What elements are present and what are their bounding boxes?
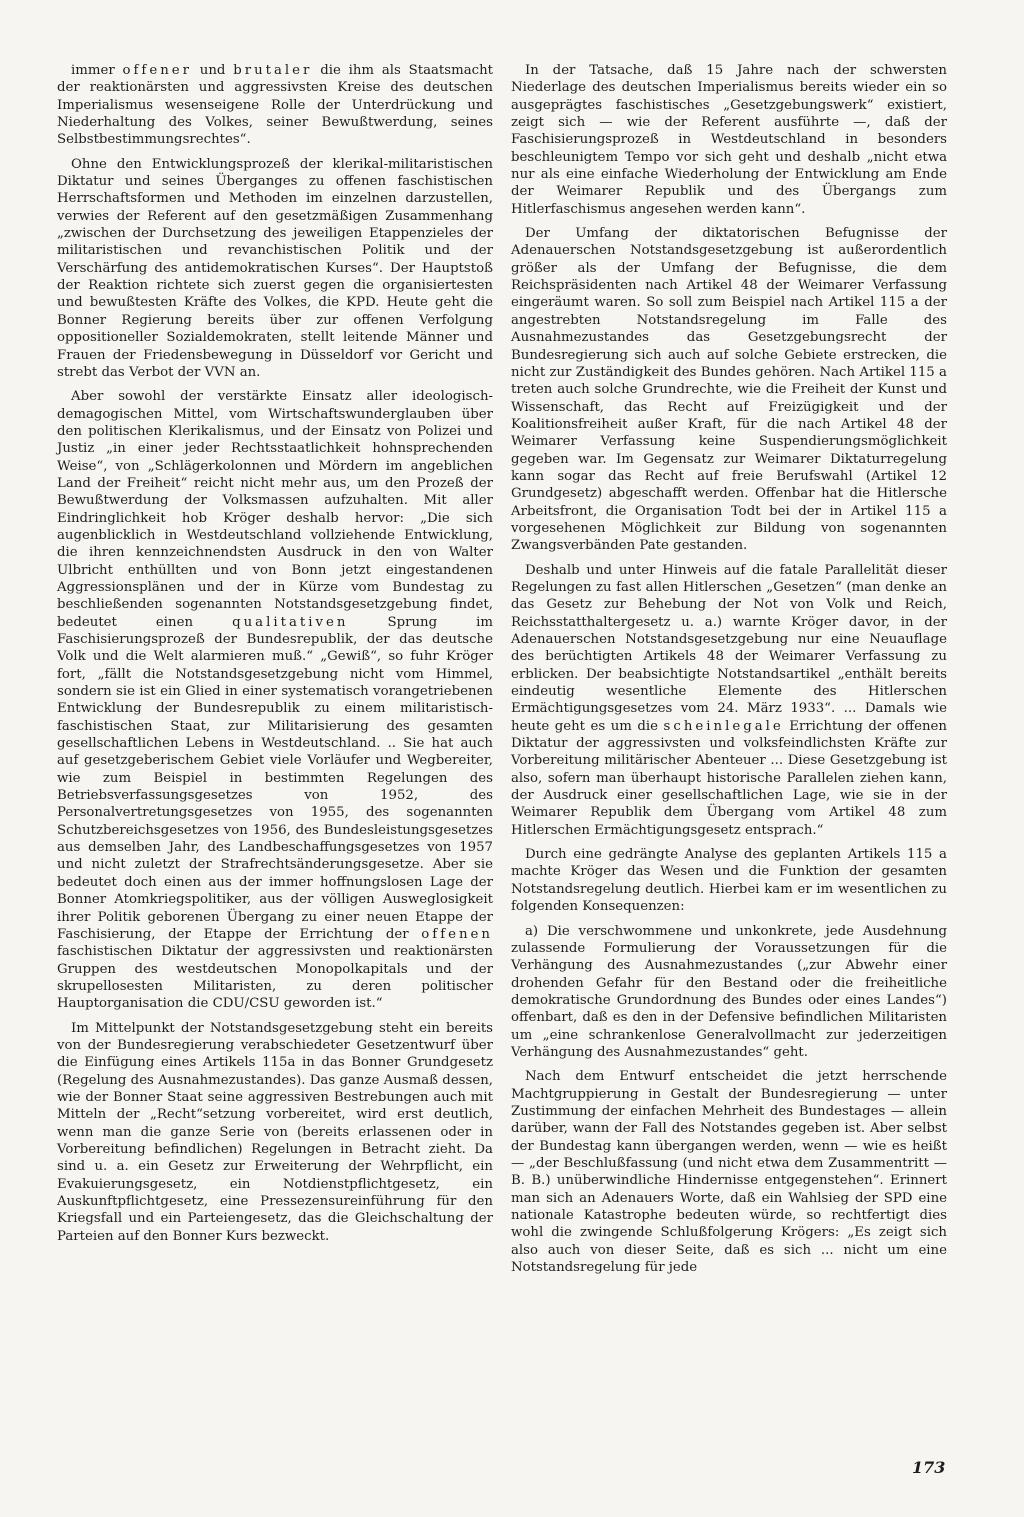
left-text-column [57,62,493,1252]
emphasized-text: brutaler [233,63,313,78]
left-paragraph [57,388,493,1012]
text-segment: Aber sowohl der verstärkte Einsatz aller ideologisch-demagogischen Mittel, vom Wirtschaftswunderglauben über den politischen Klerikalismus, und der Einsatz von Polizei und Justiz „in einer jeder Rechtsstaatlichkeit hohnsprechenden Weise“, von „Schlägerkolonnen und Mördern im angeblichen Land der Freiheit“ reicht nicht mehr aus, um den Prozeß der Bewußtwerdung der Volksmassen aufzuhalten. Mit aller Eindringlichkeit hob Kröger deshalb hervor: „Die sich augenblicklich in Westdeutschland vollziehende Entwicklung, die ihren kennzeichnendsten Ausdruck in den von Walter Ulbricht enthüllten und von Bonn jetzt eingestandenen Aggressionsplänen und der in Kürze vom Bundestag zu beschließenden sogenannten Notstandsgesetzgebung findet, bedeutet einen [57,389,493,630]
right-paragraph [511,562,947,840]
text-segment: Deshalb und unter Hinweis auf die fatale Parallelität dieser Regelungen zu fast allen Hitlerschen „Gesetzen“ (man denke an das Gesetz zur Behebung der Not von Volk und Reich, Reichsstatthaltergesetz u. a.) warnte Kröger davor, in der Adenauerschen Notstandsgesetzgebung nur eine Neuauflage des berüchtigten Artikels 48 der Weimarer Verfassung zu erblicken. Der beabsichtigte Notstandsartikel „enthält bereits eindeutig wesentliche Elemente des Hitlerschen Ermächtigungsgesetzes vom 24. März 1933“. ... Damals wie heute geht es um die [511,562,947,734]
text-segment: In der Tatsache, daß 15 Jahre nach der schwersten Niederlage des deutschen Imperialismus bereits wieder ein so ausgeprägtes faschistisches „Gesetzgebungswerk“ existiert, zeigt sich — wie der Referent ausführte —, daß der Faschisierungsprozeß in Westdeutschland in besonders beschleunigtem Tempo vor sich geht und deshalb „nicht etwa nur als eine einfache Wiederholung der Entwicklung am Ende der Weimarer Republik und des Übergangs zum Hitlerfaschismus angesehen werden kann“. [511,63,947,217]
text-segment: Im Mittelpunkt der Notstandsgesetzgebung steht ein bereits von der Bundesregierung verabschiedeter Gesetzentwurf über die Einfügung eines Artikels 115a in das Bonner Grundgesetz (Regelung des Ausnahmezustandes). Das ganze Ausmaß dessen, wie der Bonner Staat seine aggressiven Bestrebungen auch mit Mitteln der „Recht“setzung vorbereitet, wird erst deutlich, wenn man die ganze Serie von (bereits erlassenen oder in Vorbereitung befindlichen) Regelungen in Betracht zieht. Da sind u. a. ein Gesetz zur Erweiterung der Wehrpflicht, ein Evakuierungsgesetz, ein Notdienstpflichtgesetz, ein Auskunftpflichtgesetz, eine Pressezensureinführung für den Kriegsfall und ein Parteiengesetz, das die Gleichschaltung der Parteien auf den Bonner Kurs bezweckt. [57,1020,493,1244]
left-paragraph [57,1020,493,1245]
emphasized-text: scheinlegale [663,718,784,734]
right-paragraph [511,846,947,915]
text-segment: Sprung im Faschisierungsprozeß der Bundesrepublik, der das deutsche Volk und die Welt alarmieren muß.“ „Gewiß“, so fuhr Kröger fort, „fällt die Notstandsgesetzgebung nicht vom Himmel, sondern sie ist ein Glied in einer systematisch vorangetriebenen Entwicklung der Bundesrepublik zu einem militaristisch-faschistischen Staat, zur Militarisierung des gesamten gesellschaftlichen Lebens in Westdeutschland. .. Sie hat auch auf gesetzgeberischem Gebiet viele Vorläufer und Wegbereiter, wie zum Beispiel in bestimmten Regelungen des Betriebsverfassungsgesetzes von 1952, des Personalvertretungsgesetzes von 1955, des sogenannten Schutzbereichsgesetzes von 1956, des Bundesleistungsgesetzes aus demselben Jahr, des Landbeschaffungsgesetzes von 1957 und nicht zuletzt der Strafrechtsänderungsgesetze. Aber sie bedeutet doch einen aus der immer hoffnungslosen Lage der Bonner Atomkriegspolitiker, aus der völligen Ausweglosigkeit ihrer Politik geborenen Übergang zu einer neuen Etappe der Faschisierung, der Etappe der Errichtung der [57,614,493,942]
text-segment: Nach dem Entwurf entscheidet die jetzt herrschende Machtgruppierung in Gestalt der Bundesregierung — unter Zustimmung der einfachen Mehrheit des Bundestages — allein darüber, wann der Fall des Notstandes gegeben ist. Aber selbst der Bundestag kann übergangen werden, wenn — wie es heißt — „der Beschlußfassung (und nicht etwa dem Zusammentritt — B. B.) unüberwindliche Hindernisse entgegenstehen“. Erinnert man sich an Adenauers Worte, daß ein Wahlsieg der SPD eine nationale Katastrophe bedeuten würde, so rechtfertigt dies wohl die zwingende Schlußfolgerung Krögers: „Es zeigt sich also auch von dieser Seite, daß es sich ... nicht um eine Notstandsregelung für jede [511,1069,947,1276]
text-segment: faschistischen Diktatur der aggressivsten und reaktionärsten Gruppen des westdeutschen Monopolkapitals und der skrupellosesten Militaristen, zu deren politischer Hauptorganisation die CDU/CSU geworden ist.“ [57,944,493,1012]
text-segment: die ihm als Staatsmacht der reaktionärsten und aggressivsten Kreise des deutschen Imperialismus wesenseigene Rolle der Unterdrückung und Niederhaltung des Volkes, seiner Bewußtwerdung, seines Selbstbestimmungsrechtes“. [57,63,493,148]
left-paragraph [57,156,493,381]
text-segment: Errichtung der offenen Diktatur der aggressivsten und volksfeindlichsten Kräfte zur Vorbereitung militärischer Abenteuer ... Diese Gesetzgebung ist also, sofern man überhaupt historische Parallelen ziehen kann, der Ausdruck einer gesellschaftlichen Lage, wie sie in der Weimarer Republik dem Übergang vom Artikel 48 zum Hitlerschen Ermächtigungsgesetz entsprach.“ [511,718,947,838]
emphasized-text: offenen [421,926,493,942]
text-segment: Der Umfang der diktatorischen Befugnisse der Adenauerschen Notstandsgesetzgebung ist außerordentlich größer als der Umfang der Befugnisse, die dem Reichspräsidenten nach Artikel 48 der Weimarer Verfassung eingeräumt waren. So soll zum Beispiel nach Artikel 115 a der angestrebten Notstandsregelung im Falle des Ausnahmezustandes das Gesetzgebungsrecht der Bundesregierung sich auch auf solche Gebiete erstrecken, die nicht zur Zuständigkeit des Bundes gehören. Nach Artikel 115 a treten auch solche Grundrechte, wie die Freiheit der Kunst und Wissenschaft, das Recht auf Freizügigkeit und der Koalitionsfreiheit außer Kraft, für die nach Artikel 48 der Weimarer Verfassung keine Suspendierungsmöglichkeit gegeben war. Im Gegensatz zur Weimarer Diktaturregelung kann sogar das Recht auf freie Berufswahl (Artikel 12 Grundgesetz) abgeschafft werden. Offenbar hat die Hitlersche Arbeitsfront, die Organisation Todt bei der in Artikel 115 a vorgesehenen Möglichkeit zur Bildung von sogenannten Zwangsverbänden Pate gestanden. [511,226,947,554]
text-segment: und [192,63,234,78]
emphasized-text: qualitativen [232,614,349,630]
right-paragraph [511,62,947,218]
text-segment: Durch eine gedrängte Analyse des geplanten Artikels 115 a machte Kröger das Wesen und die Funktion der gesamten Notstandsregelung deutlich. Hierbei kam er im wesentlichen zu folgenden Konsequenzen: [511,847,947,915]
text-segment: immer [71,63,123,78]
right-paragraph [511,1068,947,1276]
right-paragraph [511,923,947,1062]
emphasized-text: offener [122,63,192,78]
text-segment: Ohne den Entwicklungsprozeß der klerikal-militaristischen Diktatur und seines Überganges zu offenen faschistischen Herrschaftsformen und Methoden im einzelnen darzustellen, verwies der Referent auf den gesetzmäßigen Zusammenhang „zwischen der Durchsetzung des jeweiligen Etappenzieles der militaristischen und revanchistischen Politik und der Verschärfung des antidemokratischen Kurses“. Der Hauptstoß der Reaktion richtete sich zuerst gegen die organisiertesten und bewußtesten Kräfte des Volkes, die KPD. Heute geht die Bonner Regierung bereits über zur offenen Verfolgung oppositioneller Sozialdemokraten, stellt leitende Männer und Frauen der Friedensbewegung in Düsseldorf vor Gericht und strebt das Verbot der VVN an. [57,156,493,380]
left-paragraph [57,62,493,149]
page-number: 173 [912,1458,946,1477]
right-paragraph [511,225,947,555]
text-segment: a) Die verschwommene und unkonkrete, jede Ausdehnung zulassende Formulierung der Voraussetzungen für die Verhängung des Ausnahmezustandes („zur Abwehr einer drohenden Gefahr für den Bestand oder die freiheitliche demokratische Grundordnung des Bundes oder eines Landes“) offenbart, daß es den in der Defensive befindlichen Militaristen um „eine schrankenlose Generalvollmacht zur jederzeitigen Verhängung des Ausnahmezustandes“ geht. [511,923,947,1060]
right-text-column [511,62,947,1283]
